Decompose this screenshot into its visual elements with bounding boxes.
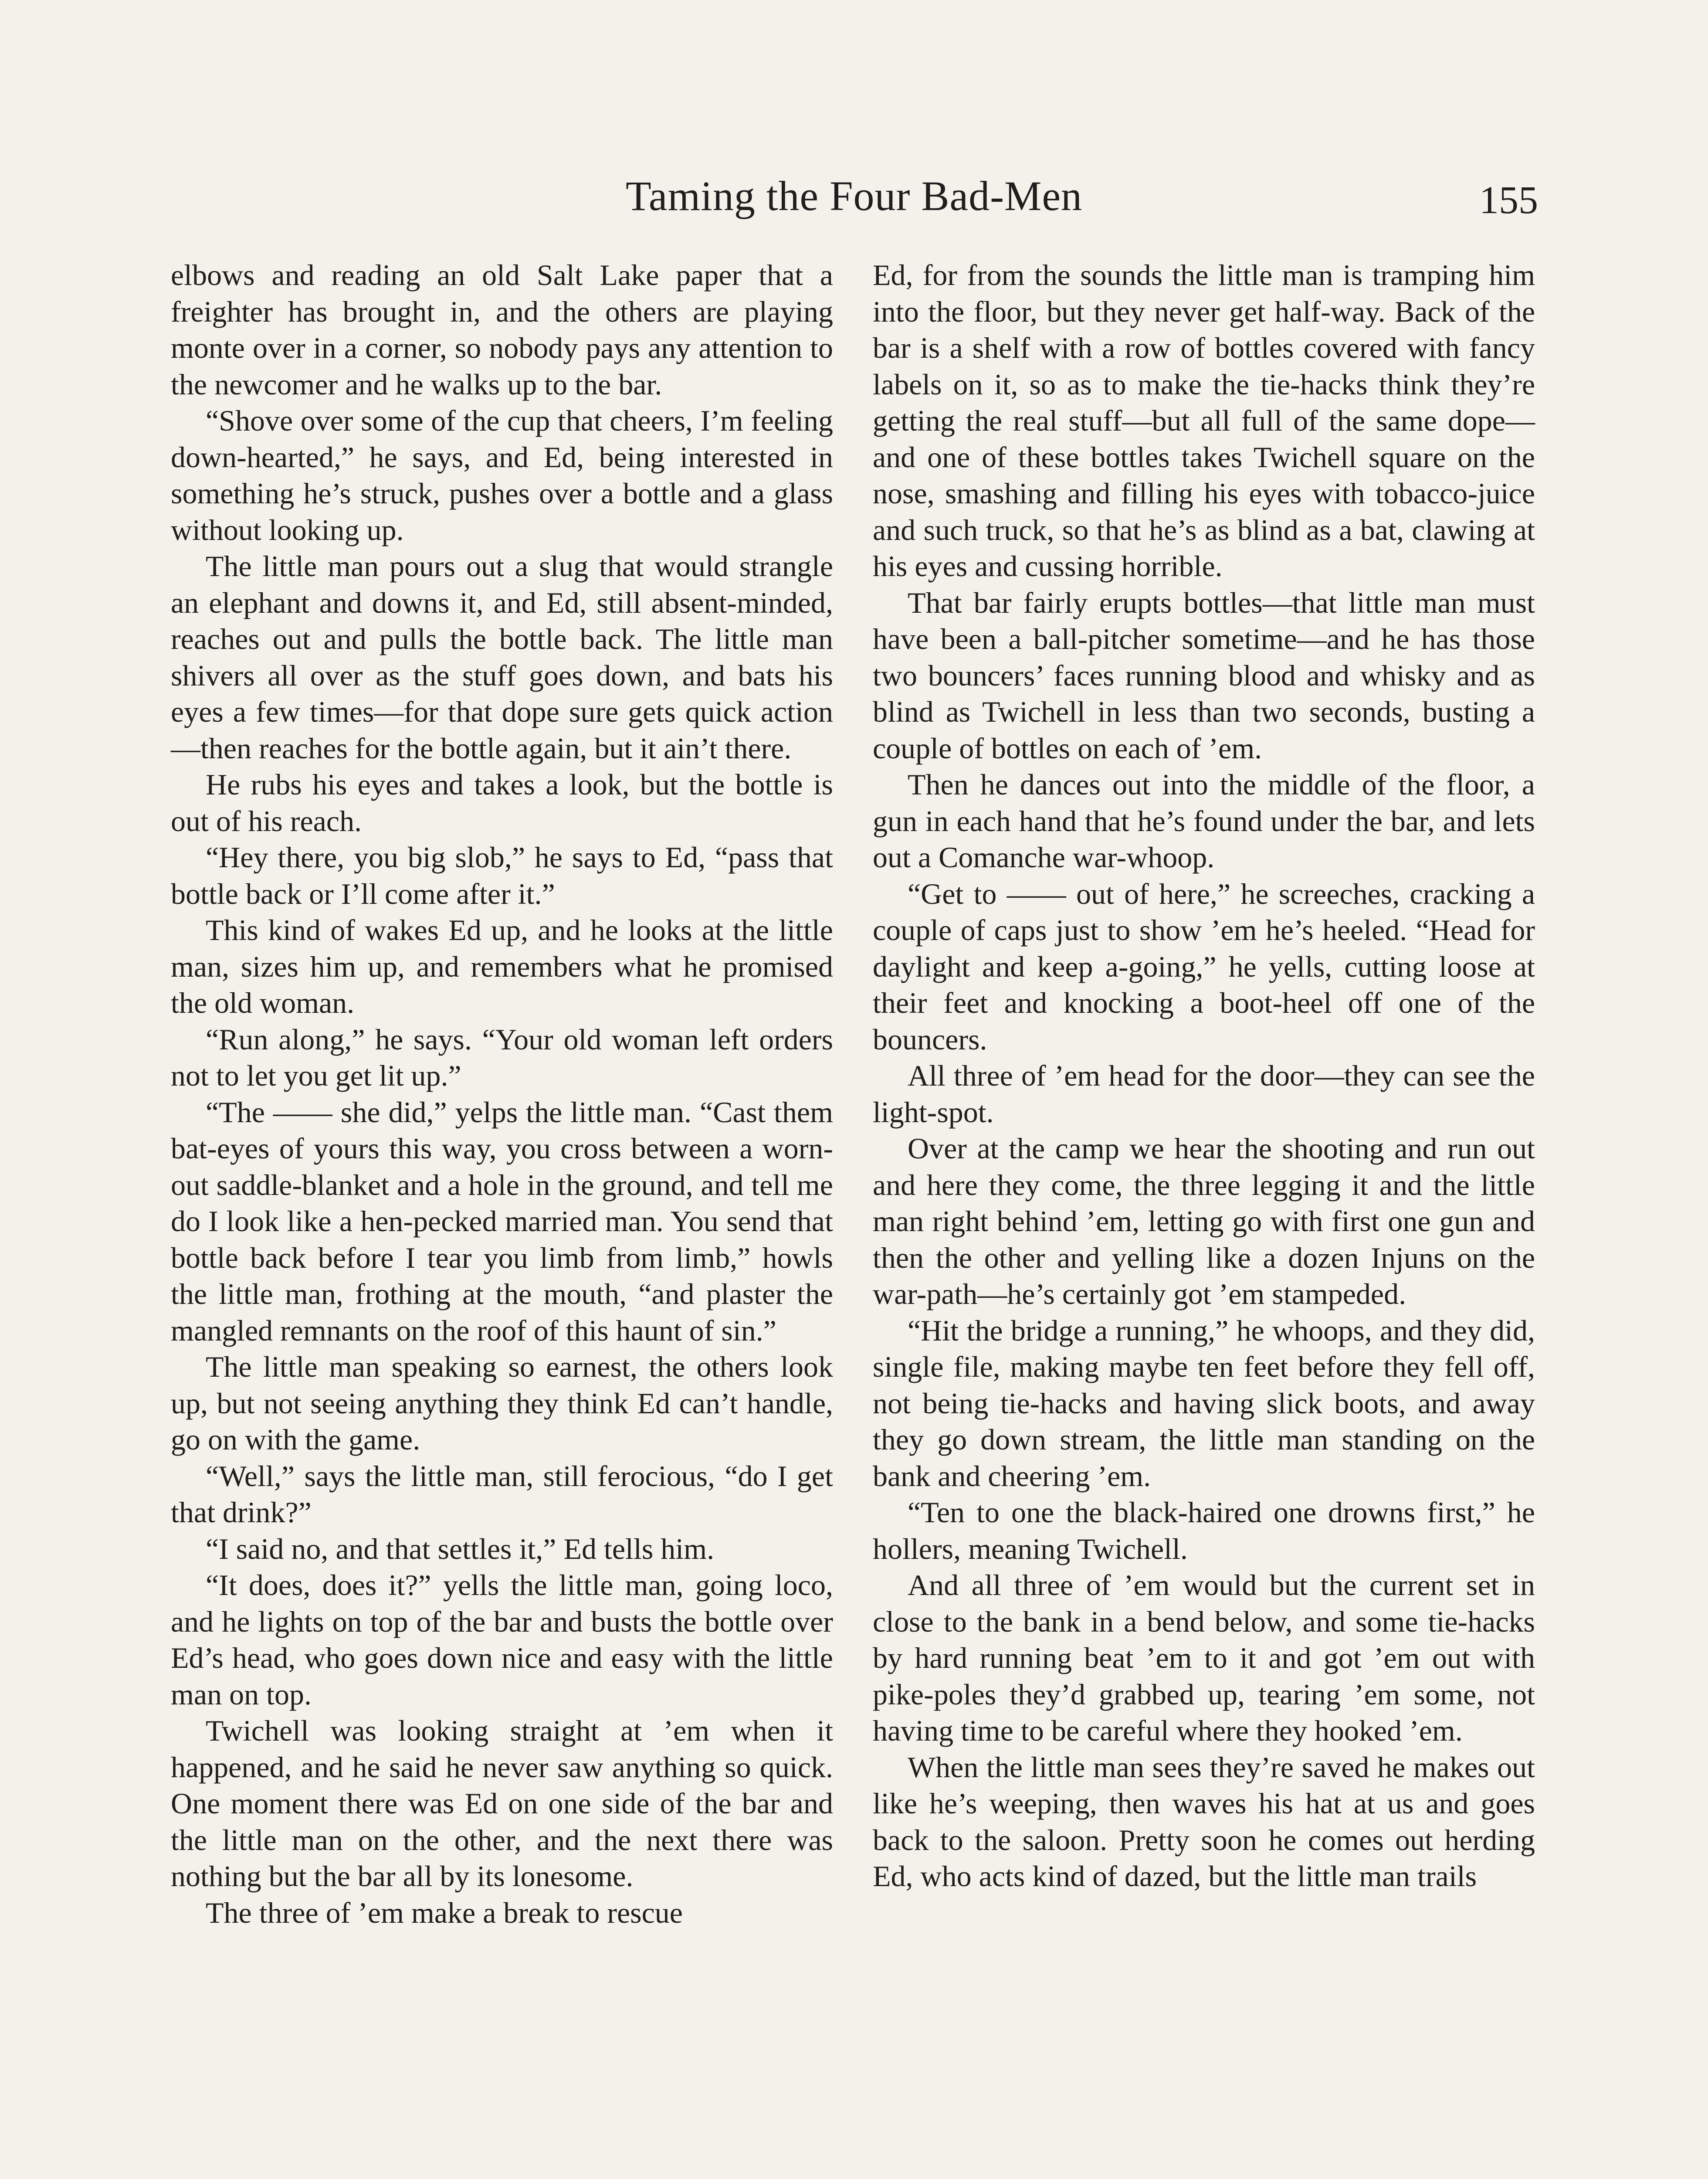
paragraph: “I said no, and that settles it,” Ed tells him. — [206, 1532, 715, 1565]
paragraph: And all three of ’em would but the current set in close to the bank in a bend below, and some tie-hacks by hard running beat ’em to it and got ’em out with pike-poles they’d grabbed up, tearing ’em some, not having time to be careful where they hooked ’em. — [873, 1568, 1535, 1747]
paragraph: All three of ’em head for the door—they can see the light-spot. — [873, 1059, 1535, 1129]
running-title: Taming the Four Bad-Men — [625, 173, 1083, 219]
page-number: 155 — [1479, 179, 1538, 222]
paragraph: This kind of wakes Ed up, and he looks at the little man, sizes him up, and remembers what he promised the old woman. — [171, 913, 833, 1019]
paragraph: “Well,” says the little man, still ferocious, “do I get that drink?” — [171, 1459, 833, 1529]
paragraph: He rubs his eyes and takes a look, but the bottle is out of his reach. — [171, 768, 833, 838]
paragraph: Ed, for from the sounds the little man is tramping him into the floor, but they never get half-way. Back of the bar is a shelf with a row of bottles covered with fancy labels on it, so as to make the tie-hacks think they’re getting the real stuff—but all full of the same dope—and one of these bottles takes Twichell square on the nose, smashing and filling his eyes with tobacco-juice and such truck, so that he’s as blind as a bat, clawing at his eyes and cussing horrible. — [873, 258, 1535, 583]
paragraph: “Shove over some of the cup that cheers, I’m feeling down-hearted,” he says, and Ed, being interested in something he’s struck, pushes over a bottle and a glass without looking up. — [171, 404, 833, 546]
paragraph: “Run along,” he says. “Your old woman left orders not to let you get lit up.” — [171, 1022, 833, 1092]
paragraph: “Get to —— out of here,” he screeches, cracking a couple of caps just to show ’em he’s heeled. “Head for daylight and keep a-going,” he yells, cutting loose at their feet and knocking a boot-heel off one of the bouncers. — [873, 877, 1535, 1056]
page-header — [170, 168, 1538, 224]
paragraph: That bar fairly erupts bottles—that little man must have been a ball-pitcher sometime—and he has those two bouncers’ faces running blood and whisky and as blind as Twichell in less than two seconds, busting a couple of bottles on each of ’em. — [873, 586, 1535, 765]
paragraph: “Hey there, you big slob,” he says to Ed, “pass that bottle back or I’ll come after it.” — [171, 841, 833, 910]
right-column — [873, 257, 1535, 1895]
paragraph: “Ten to one the black-haired one drowns first,” he hollers, meaning Twichell. — [873, 1496, 1535, 1565]
paragraph: elbows and reading an old Salt Lake paper that a freighter has brought in, and the others are playing monte over in a corner, so nobody pays any attention to the newcomer and he walks up to the bar. — [171, 258, 833, 401]
paragraph: “The —— she did,” yelps the little man. “Cast them bat-eyes of yours this way, you cross between a worn-out saddle-blanket and a hole in the ground, and tell me do I look like a hen-pecked married man. You send that bottle back before I tear you limb from limb,” howls the little man, frothing at the mouth, “and plaster the mangled remnants on the roof of this haunt of sin.” — [171, 1095, 833, 1347]
paragraph: When the little man sees they’re saved he makes out like he’s weeping, then waves his hat at us and goes back to the saloon. Pretty soon he comes out herding Ed, who acts kind of dazed, but the little man trails — [873, 1750, 1535, 1893]
paragraph: Twichell was looking straight at ’em when it happened, and he said he never saw anything so quick. One moment there was Ed on one side of the bar and the little man on the other, and the next there was nothing but the bar all by its lonesome. — [171, 1714, 833, 1893]
paragraph: The three of ’em make a break to rescue — [206, 1896, 683, 1929]
paragraph: “Hit the bridge a running,” he whoops, and they did, single file, making maybe ten feet before they fell off, not being tie-hacks and having slick boots, and away they go down stream, the little man standing on the bank and cheering ’em. — [873, 1314, 1535, 1493]
left-column — [171, 257, 833, 1931]
paragraph: The little man pours out a slug that would strangle an elephant and downs it, and Ed, still absent-minded, reaches out and pulls the bottle back. The little man shivers all over as the stuff goes down, and bats his eyes a few times—for that dope sure gets quick action—then reaches for the bottle again, but it ain’t there. — [171, 550, 833, 765]
paragraph: The little man speaking so earnest, the others look up, but not seeing anything they think Ed can’t handle, go on with the game. — [171, 1350, 833, 1456]
paragraph: “It does, does it?” yells the little man, going loco, and he lights on top of the bar and busts the bottle over Ed’s head, who goes down nice and easy with the little man on top. — [171, 1568, 833, 1711]
paragraph: Over at the camp we hear the shooting and run out and here they come, the three legging it and the little man right behind ’em, letting go with first one gun and then the other and yelling like a dozen Injuns on the war-path—he’s certainly got ’em stampeded. — [873, 1132, 1535, 1310]
paragraph: Then he dances out into the middle of the floor, a gun in each hand that he’s found under the bar, and lets out a Comanche war-whoop. — [873, 768, 1535, 874]
